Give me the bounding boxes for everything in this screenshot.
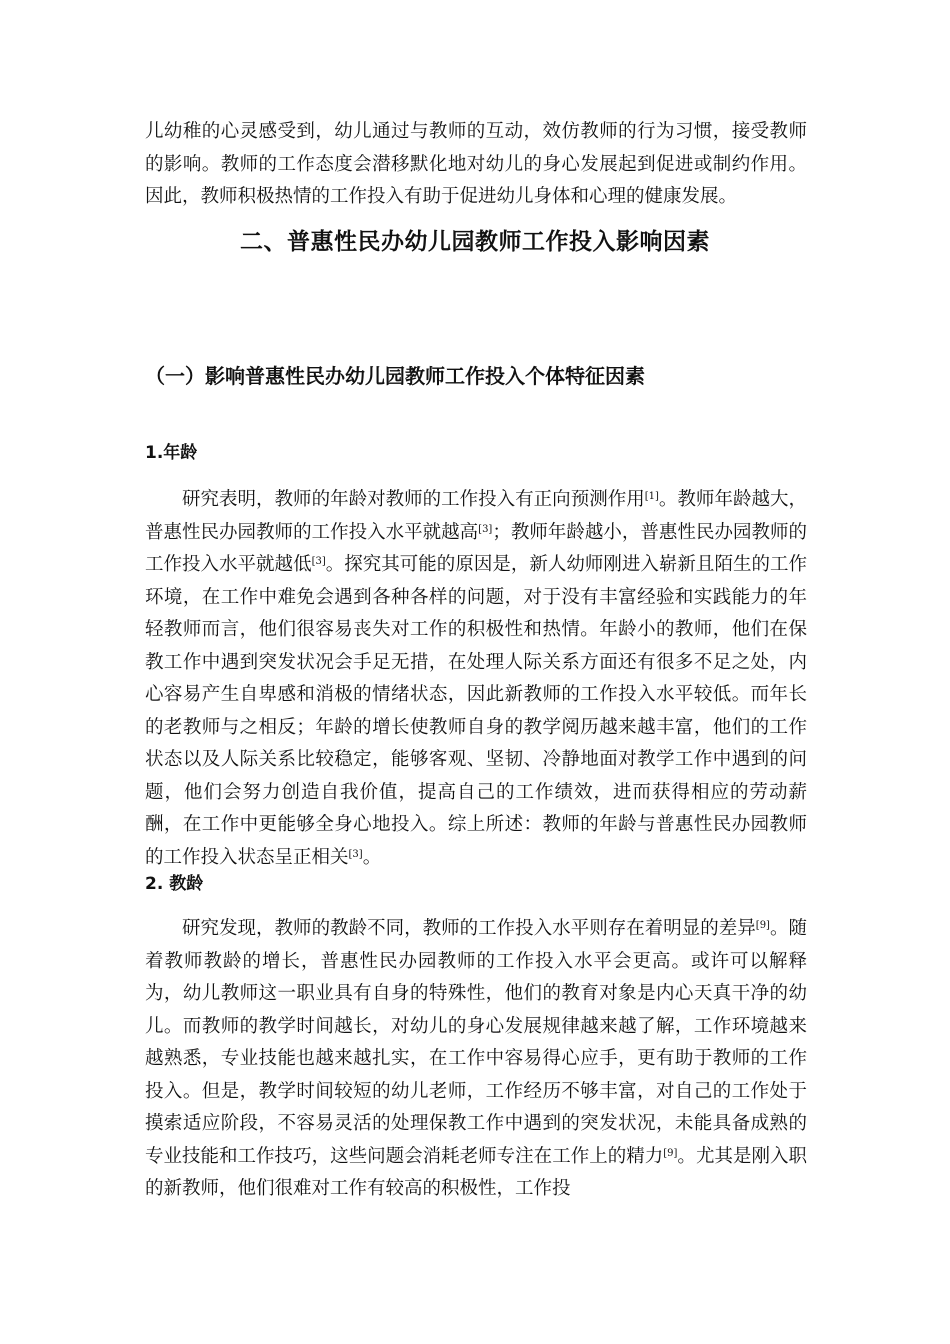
age-paragraph bbox=[145, 484, 807, 874]
citation-ref: [9] bbox=[663, 1147, 678, 1159]
tenure-text-3: 。尤其是刚入职的新教师，他们很难对工作有较高的积极性，工作投 bbox=[145, 1145, 807, 1199]
subsection-heading: （一）影响普惠性民办幼儿园教师工作投入个体特征因素 bbox=[145, 364, 645, 388]
tenure-text-1: 研究发现，教师的教龄不同，教师的工作投入水平则存在着明显的差异 bbox=[182, 918, 756, 939]
tenure-text-2: 。随着教师教龄的增长，普惠性民办园教师的工作投入水平会更高。或许可以解释为，幼儿教师这一职业具有自身的特殊性，他们的教育对象是内心天真干净的幼儿。而教师的教学时间越长，对幼儿的身心发展规律越来越了解，工作环境越来越熟悉，专业技能也越来越扎实，在工作中容易得心应手，更有助于教师的工作投入。但是，教学时间较短的幼儿老师，工作经历不够丰富，对自己的工作处于摸索适应阶段，不容易灵活的处理保教工作中遇到的突发状况，未能具备成熟的专业技能和工作技巧，这些问题会消耗老师专注在工作上的精力 bbox=[145, 918, 807, 1167]
citation-ref: [3] bbox=[478, 523, 493, 535]
age-text-2: 。教师年龄越大，普惠性民办园教师的工作投入水平就越高 bbox=[145, 489, 807, 543]
citation-ref: [3] bbox=[311, 556, 326, 567]
citation-ref: [3] bbox=[348, 848, 363, 860]
intro-paragraph: 儿幼稚的心灵感受到，幼儿通过与教师的互动，效仿教师的行为习惯，接受教师的影响。教师的工作态度会潜移默化地对幼儿的身心发展起到促进或制约作用。因此，教师积极热情的工作投入有助于促进幼儿身体和心理的健康发展。 bbox=[145, 121, 807, 207]
tenure-heading: 2. 教龄 bbox=[145, 874, 204, 894]
age-text-4: 。探究其可能的原因是，新人幼师刚进入崭新且陌生的工作环境，在工作中难免会遇到各种各样的问题，对于没有丰富经验和实践能力的年轻教师而言，他们很容易丧失对工作的积极性和热情。年龄小的教师，他们在保教工作中遇到突发状况会手足无措，在处理人际关系方面还有很多不足之处，内心容易产生自卑感和消极的情绪状态，因此新教师的工作投入水平较低。而年长的老教师与之相反；年龄的增长使教师自身的教学阅历越来越丰富，他们的工作状态以及人际关系比较稳定，能够客观、坚韧、冷静地面对教学工作中遇到的问题，他们会努力创造自我价值，提高自己的工作绩效，进而获得相应的劳动薪酬，在工作中更能够全身心地投入。综上所述：教师的年龄与普惠性民办园教师的工作投入状态呈正相关 bbox=[145, 554, 807, 868]
age-text-3: ；教师年龄越小，普惠性民办园教师的工作投入水平就越低 bbox=[145, 521, 807, 575]
citation-ref: [9] bbox=[755, 920, 770, 931]
tenure-paragraph bbox=[145, 913, 807, 1206]
age-heading: 1.年龄 bbox=[145, 443, 198, 463]
citation-ref: [1] bbox=[644, 491, 659, 502]
age-text-1: 研究表明，教师的年龄对教师的工作投入有正向预测作用 bbox=[182, 489, 645, 510]
age-text-5: 。 bbox=[362, 846, 382, 868]
section-heading: 二、普惠性民办幼儿园教师工作投入影响因素 bbox=[240, 229, 710, 255]
